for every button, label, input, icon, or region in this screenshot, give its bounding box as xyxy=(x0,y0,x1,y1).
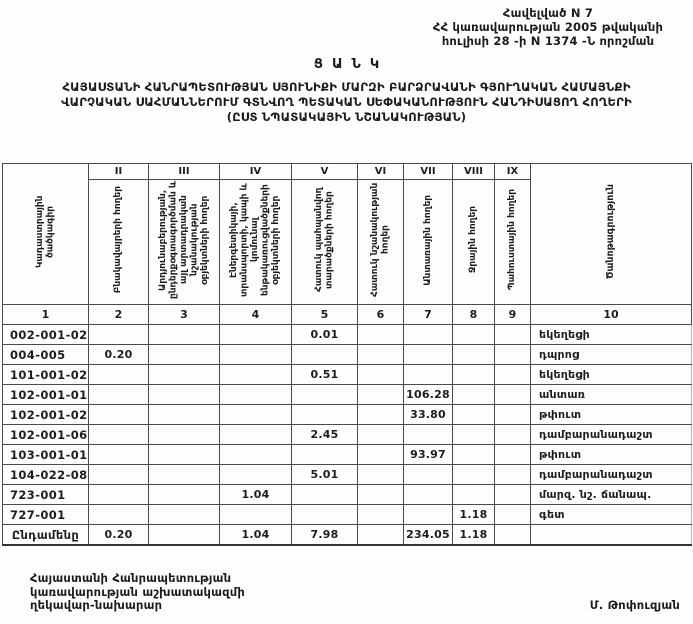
value-cell xyxy=(453,385,495,405)
value-cell xyxy=(220,465,292,485)
value-cell: 7.98 xyxy=(292,525,358,546)
column-roman-4: IV xyxy=(220,164,292,180)
value-cell xyxy=(89,405,149,425)
value-cell xyxy=(89,465,149,485)
title-line-3: (ԸՍՏ ՆՊԱՏԱԿԱՅԻՆ ՆՇԱՆԱԿՈՒԹՅԱՆ) xyxy=(226,110,467,124)
signature-line-1: Հայաստանի Հանրապետության xyxy=(30,571,232,585)
value-cell: 5.01 xyxy=(292,465,358,485)
column-header-settlement-lands: Բնակավայրերի հողեր xyxy=(89,180,149,305)
value-cell xyxy=(292,485,358,505)
cadastral-code-cell: 102-001-02 xyxy=(3,405,89,425)
value-cell xyxy=(453,325,495,345)
value-cell: 234.05 xyxy=(404,525,453,546)
value-cell xyxy=(453,425,495,445)
value-cell xyxy=(220,405,292,425)
value-cell xyxy=(453,445,495,465)
note-cell: թփուտ xyxy=(531,445,692,465)
value-cell: 1.04 xyxy=(220,485,292,505)
value-cell xyxy=(358,485,404,505)
table-row xyxy=(3,385,692,405)
signature-line-3: ղեկավար-նախարար xyxy=(30,598,163,612)
value-cell xyxy=(453,465,495,485)
table-body xyxy=(3,325,692,546)
value-cell xyxy=(495,465,531,485)
value-cell xyxy=(89,325,149,345)
column-roman-6: VI xyxy=(358,164,404,180)
total-row xyxy=(3,525,692,546)
total-label: Ընդամենը xyxy=(3,525,89,546)
value-cell xyxy=(495,485,531,505)
table-row xyxy=(3,365,692,385)
value-cell: 1.18 xyxy=(453,525,495,546)
value-cell: 0.01 xyxy=(292,325,358,345)
note-cell: դպրոց xyxy=(531,345,692,365)
value-cell xyxy=(149,485,220,505)
value-cell xyxy=(453,485,495,505)
value-cell xyxy=(358,505,404,525)
cadastral-code-cell: 004-005 xyxy=(3,345,89,365)
cadastral-code-cell: 104-022-08 xyxy=(3,465,89,485)
value-cell xyxy=(358,425,404,445)
value-cell xyxy=(149,385,220,405)
column-number-5: 5 xyxy=(292,305,358,325)
title-heading: ՑԱՆԿ xyxy=(313,57,389,72)
value-cell xyxy=(149,325,220,345)
column-header-reserve-lands: Պահուստային հողեր xyxy=(495,180,531,305)
note-cell: գետ xyxy=(531,505,692,525)
value-cell xyxy=(404,465,453,485)
cadastral-code-cell: 102-001-01 xyxy=(3,385,89,405)
column-header-water-lands: Ջրային հողեր xyxy=(453,180,495,305)
value-cell xyxy=(89,385,149,405)
value-cell xyxy=(404,425,453,445)
value-cell xyxy=(404,505,453,525)
note-cell: մարզ. նշ. ճանապ. xyxy=(531,485,692,505)
value-cell xyxy=(358,325,404,345)
value-cell xyxy=(220,345,292,365)
column-number-9: 9 xyxy=(495,305,531,325)
column-number-3: 3 xyxy=(149,305,220,325)
signature-block xyxy=(30,572,245,613)
column-header-industrial-lands: Արդյունաբերության, ընդերքօգտագործման և այլ արտադրական նշանակության օբյեկտների հողեր xyxy=(149,180,220,305)
cadastral-code-label: Կադաստրային ծածկագիր xyxy=(35,195,56,269)
column-number-10: 10 xyxy=(531,305,692,325)
table-row xyxy=(3,465,692,485)
column-roman-3: III xyxy=(149,164,220,180)
note-column-header xyxy=(531,164,692,305)
cadastral-code-cell: 103-001-01 xyxy=(3,445,89,465)
signatory-name: Մ. Թոփուզյան xyxy=(589,598,680,612)
value-cell xyxy=(404,345,453,365)
value-cell xyxy=(404,365,453,385)
value-cell xyxy=(149,365,220,385)
note-cell: եկեղեցի xyxy=(531,365,692,385)
value-cell: 93.97 xyxy=(404,445,453,465)
signature-line-2: կառավարության աշխատակազմի xyxy=(30,584,245,599)
value-cell: 0.20 xyxy=(89,345,149,365)
value-cell xyxy=(495,445,531,465)
column-roman-8: VIII xyxy=(453,164,495,180)
value-cell xyxy=(358,525,404,546)
annex-reference xyxy=(413,6,683,48)
table-row xyxy=(3,425,692,445)
value-cell xyxy=(292,385,358,405)
cadastral-code-cell: 727-001 xyxy=(3,505,89,525)
value-cell xyxy=(358,405,404,425)
value-cell xyxy=(404,485,453,505)
column-number-6: 6 xyxy=(358,305,404,325)
value-cell xyxy=(453,405,495,425)
column-roman-2: II xyxy=(89,164,149,180)
cadastral-code-cell: 102-001-06 xyxy=(3,425,89,445)
column-number-4: 4 xyxy=(220,305,292,325)
value-cell xyxy=(453,365,495,385)
value-cell xyxy=(453,345,495,365)
value-cell: 1.18 xyxy=(453,505,495,525)
value-cell xyxy=(89,485,149,505)
roman-numeral-row xyxy=(3,164,692,180)
value-cell: 0.20 xyxy=(89,525,149,546)
value-cell: 33.80 xyxy=(404,405,453,425)
cadastral-code-cell: 002-001-02 xyxy=(3,325,89,345)
cadastral-code-cell: 101-001-02 xyxy=(3,365,89,385)
value-cell xyxy=(292,405,358,425)
title-line-1: ՀԱՅԱՍՏԱՆԻ ՀԱՆՐԱՊԵՏՈՒԹՅԱՆ ՍՅՈՒՆԻՔԻ ՄԱՐԶԻ ԲԱՐՁՐԱՎԱՆԻ ԳՅՈՒՂԱԿԱՆ ՀԱՄԱՅՆՔԻ xyxy=(62,80,631,94)
value-cell xyxy=(495,505,531,525)
value-cell xyxy=(358,365,404,385)
table-row xyxy=(3,485,692,505)
column-header-energy-transport-lands: Էներգետիկայի, տրանսպորտի, կապի և կոմունալ ենթակառուցվածքների օբյեկտների հողեր xyxy=(220,180,292,305)
value-cell xyxy=(149,445,220,465)
table-row xyxy=(3,325,692,345)
title-line-2: ՎԱՐՉԱԿԱՆ ՍԱՀՄԱՆՆԵՐՈՒՄ ԳՏՆՎՈՂ ՊԵՏԱԿԱՆ ՍԵՓԱԿԱՆՈՒԹՅՈՒՆ ՀԱՆԴԻՍԱՑՈՂ ՀՈՂԵՐԻ xyxy=(61,95,632,109)
value-cell xyxy=(89,365,149,385)
column-roman-7: VII xyxy=(404,164,453,180)
value-cell xyxy=(220,385,292,405)
value-cell xyxy=(220,325,292,345)
table-row xyxy=(3,345,692,365)
value-cell xyxy=(292,505,358,525)
value-cell xyxy=(292,445,358,465)
value-cell xyxy=(495,425,531,445)
column-roman-9: IX xyxy=(495,164,531,180)
value-cell xyxy=(495,365,531,385)
cadastral-code-header xyxy=(3,164,89,305)
value-cell xyxy=(220,365,292,385)
value-cell xyxy=(358,385,404,405)
value-cell xyxy=(149,405,220,425)
document-title xyxy=(0,80,693,125)
column-roman-5: V xyxy=(292,164,358,180)
value-cell xyxy=(358,465,404,485)
value-cell xyxy=(495,405,531,425)
value-cell xyxy=(495,325,531,345)
column-header-protected-lands: Հատուկ պահպանվող տարածքների հողեր xyxy=(292,180,358,305)
value-cell: 1.04 xyxy=(220,525,292,546)
value-cell xyxy=(292,345,358,365)
note-cell: եկեղեցի xyxy=(531,325,692,345)
value-cell xyxy=(495,345,531,365)
table-header xyxy=(3,164,692,325)
note-cell: թփուտ xyxy=(531,405,692,425)
annex-line-3: հուլիսի 28 -ի N 1374 -Ն որոշման xyxy=(441,34,655,48)
value-cell xyxy=(404,325,453,345)
value-cell xyxy=(220,425,292,445)
value-cell: 2.45 xyxy=(292,425,358,445)
note-column-label: Ծանոթագրություն xyxy=(604,184,616,280)
value-cell xyxy=(149,465,220,485)
value-cell xyxy=(358,345,404,365)
value-cell xyxy=(495,525,531,546)
value-cell xyxy=(149,425,220,445)
value-cell: 106.28 xyxy=(404,385,453,405)
note-cell: դամբարանադաշտ xyxy=(531,425,692,445)
table-row xyxy=(3,405,692,425)
column-number-2: 2 xyxy=(89,305,149,325)
value-cell xyxy=(89,445,149,465)
column-number-1: 1 xyxy=(3,305,89,325)
value-cell: 0.51 xyxy=(292,365,358,385)
cadastral-code-cell: 723-001 xyxy=(3,485,89,505)
value-cell xyxy=(89,425,149,445)
note-cell: դամբարանադաշտ xyxy=(531,465,692,485)
annex-line-1: Հավելված N 7 xyxy=(502,6,594,20)
value-cell xyxy=(89,505,149,525)
column-number-row xyxy=(3,305,692,325)
value-cell xyxy=(149,505,220,525)
value-cell xyxy=(220,505,292,525)
note-cell: անտառ xyxy=(531,385,692,405)
land-table xyxy=(2,163,692,546)
value-cell xyxy=(149,525,220,546)
table-row xyxy=(3,445,692,465)
column-number-7: 7 xyxy=(404,305,453,325)
column-header-special-purpose-lands: Հատուկ նշանակության հողեր xyxy=(358,180,404,305)
value-cell xyxy=(358,445,404,465)
value-cell xyxy=(495,385,531,405)
column-header-forest-lands: Անտառային հողեր xyxy=(404,180,453,305)
annex-line-2: ՀՀ կառավարության 2005 թվականի xyxy=(432,20,664,34)
column-number-8: 8 xyxy=(453,305,495,325)
value-cell xyxy=(220,445,292,465)
value-cell xyxy=(149,345,220,365)
table-row xyxy=(3,505,692,525)
note-cell xyxy=(531,525,692,546)
